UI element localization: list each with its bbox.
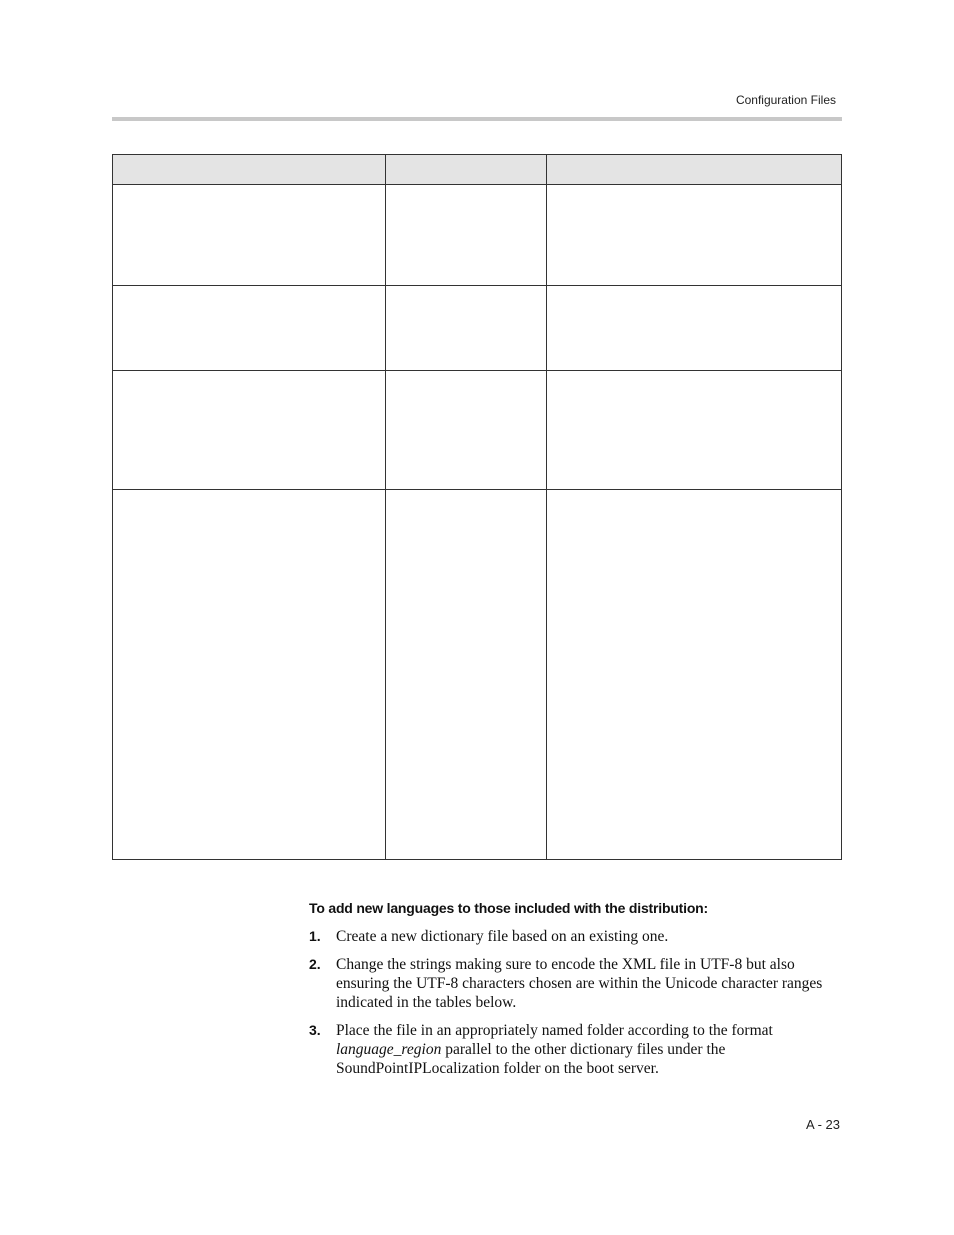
procedure-steps xyxy=(309,927,844,1087)
table-header-cell xyxy=(386,155,547,185)
parameter-table xyxy=(112,154,842,860)
step-number: 2. xyxy=(309,956,321,972)
step-text-before: Place the file in an appropriately named folder according to the format xyxy=(336,1022,773,1039)
list-item xyxy=(309,955,844,1012)
table-row xyxy=(113,185,842,286)
step-text-italic: language_region xyxy=(336,1041,442,1058)
step-text-after: parallel to the other dictionary files under the SoundPointIPLocalization folder on the boot server. xyxy=(336,1041,726,1077)
table-cell xyxy=(113,490,386,860)
table-cell xyxy=(547,490,842,860)
table-header-row xyxy=(113,155,842,185)
table-cell xyxy=(113,185,386,286)
step-number: 3. xyxy=(309,1022,321,1038)
table-cell xyxy=(547,371,842,490)
table-row xyxy=(113,371,842,490)
table-row xyxy=(113,490,842,860)
table-header-cell xyxy=(547,155,842,185)
table-cell xyxy=(386,185,547,286)
table-cell xyxy=(386,371,547,490)
step-text: Create a new dictionary file based on an existing one. xyxy=(336,928,669,945)
table-cell xyxy=(547,286,842,371)
table-header-cell xyxy=(113,155,386,185)
table-row xyxy=(113,286,842,371)
step-number: 1. xyxy=(309,928,321,944)
header-rule xyxy=(112,117,842,121)
list-item xyxy=(309,1021,844,1078)
table-cell xyxy=(113,371,386,490)
step-text: Change the strings making sure to encode the XML file in UTF-8 but also ensuring the UTF-8 characters chosen are within the Unicode character ranges indicated in the tables below. xyxy=(336,956,823,1011)
table-cell xyxy=(386,490,547,860)
table-cell xyxy=(386,286,547,371)
list-item xyxy=(309,927,844,946)
table-cell xyxy=(113,286,386,371)
section-title: Configuration Files xyxy=(735,93,836,107)
procedure-heading: To add new languages to those included with the distribution: xyxy=(309,900,708,916)
page-number: A - 23 xyxy=(806,1117,840,1132)
table-cell xyxy=(547,185,842,286)
